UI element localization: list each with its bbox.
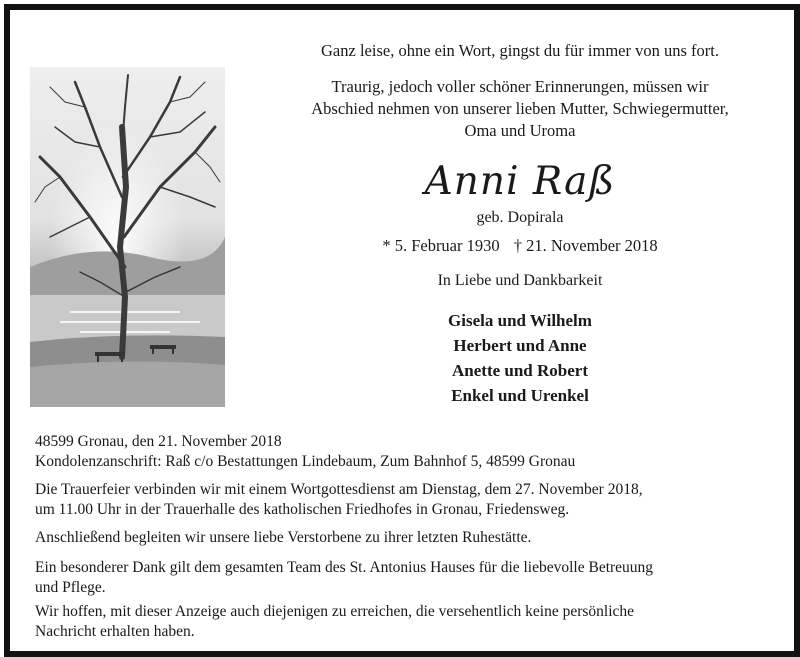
funeral-line: um 11.00 Uhr in der Trauerhalle des katholischen Friedhofes in Gronau, Friedensweg. xyxy=(35,501,570,518)
tree-lake-photo xyxy=(30,67,225,407)
funeral-info xyxy=(35,480,750,520)
family-member: Anette und Robert xyxy=(452,361,588,380)
deceased-name: Anni Raß xyxy=(424,159,616,204)
closing-info xyxy=(35,602,750,642)
intro-line: Abschied nehmen von unserer lieben Mutter, Schwiegermutter, xyxy=(311,99,729,118)
family-list xyxy=(260,308,780,408)
family-member: Herbert und Anne xyxy=(453,336,587,355)
family-member: Gisela und Wilhelm xyxy=(448,311,592,330)
closing-line: Nachricht erhalten haben. xyxy=(35,623,195,640)
thanks-info xyxy=(35,558,750,598)
thanks-line: Ein besonderer Dank gilt dem gesamten Team des St. Antonius Hauses für die liebevolle Betreuung xyxy=(35,559,654,576)
burial-line: Anschließend begleiten wir unsere liebe Verstorbene zu ihrer letzten Ruhestätte. xyxy=(35,529,532,546)
condolence-address: Kondolenzanschrift: Raß c/o Bestattungen Lindebaum, Zum Bahnhof 5, 48599 Gronau xyxy=(35,453,576,470)
intro-line: Traurig, jedoch voller schöner Erinnerungen, müssen wir xyxy=(331,77,709,96)
birth-date: * 5. Februar 1930 xyxy=(382,236,500,255)
intro-text xyxy=(260,76,780,142)
birth-name: geb. Dopirala xyxy=(476,209,564,226)
dank-line: In Liebe und Dankbarkeit xyxy=(437,272,603,289)
place-and-address xyxy=(35,432,750,472)
obituary-notice xyxy=(4,4,800,657)
intro-line: Oma und Uroma xyxy=(464,121,576,140)
life-dates xyxy=(260,235,780,257)
closing-line: Wir hoffen, mit dieser Anzeige auch diejenigen zu erreichen, die versehentlich keine persönliche xyxy=(35,603,635,620)
death-date: † 21. November 2018 xyxy=(513,236,658,255)
tree-lake-image xyxy=(30,67,225,407)
place-date: 48599 Gronau, den 21. November 2018 xyxy=(35,433,282,450)
family-member: Enkel und Urenkel xyxy=(451,386,589,405)
burial-info xyxy=(35,528,750,548)
thanks-line: und Pflege. xyxy=(35,579,106,596)
funeral-line: Die Trauerfeier verbinden wir mit einem Wortgottesdienst am Dienstag, dem 27. November 2018, xyxy=(35,481,643,498)
opening-quote: Ganz leise, ohne ein Wort, gingst du für immer von uns fort. xyxy=(321,41,719,60)
